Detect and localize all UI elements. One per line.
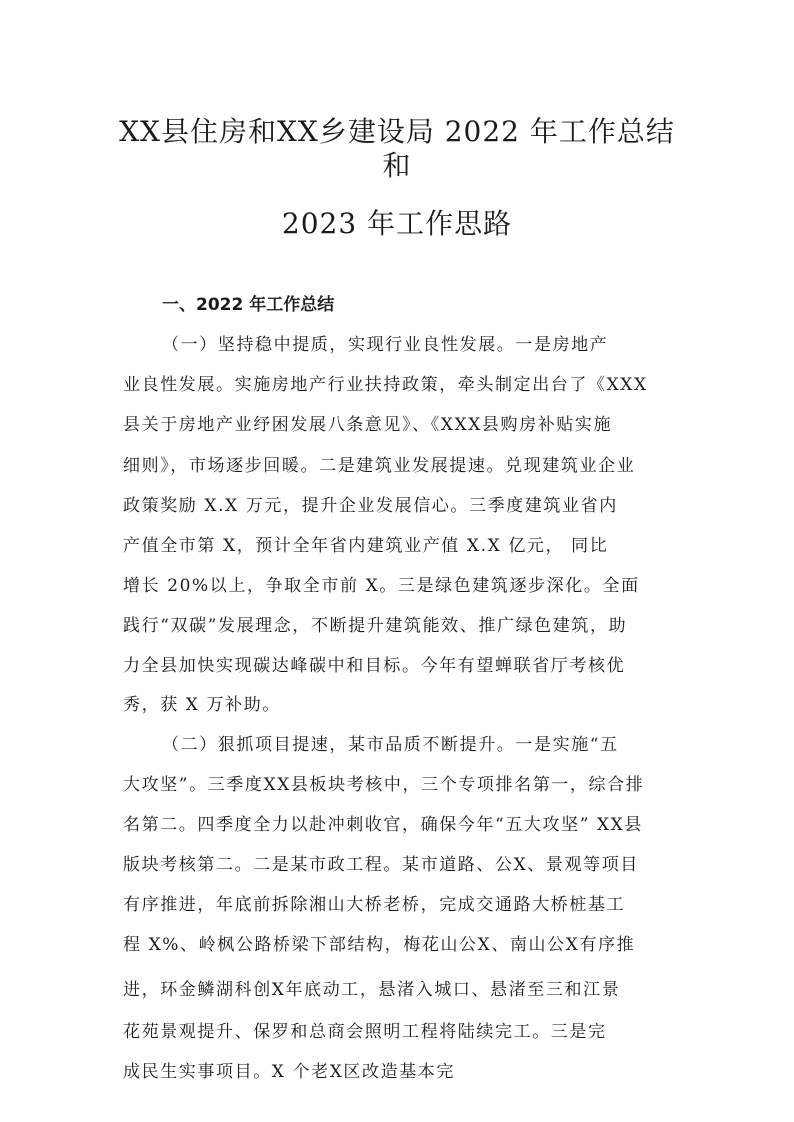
paragraph2-line: 大攻坚”。三季度XX县板块考核中，三个专项排名第一，综合排 — [123, 775, 645, 795]
paragraph1-line: 业良性发展。实施房地产行业扶持政策，牵头制定出台了《XXX — [123, 375, 648, 395]
paragraph1-line: 增长 20%以上，争取全市前 X。三是绿色建筑逐步深化。全面 — [123, 576, 640, 596]
document-title-line3: 2023 年工作思路 — [281, 207, 513, 240]
section-heading-2022-summary: 一、2022 年工作总结 — [162, 295, 335, 315]
paragraph2-line: 有序推进，年底前拆除湘山大桥老桥，完成交通路大桥桩基工 — [123, 895, 626, 915]
paragraph2-line: 花苑景观提升、保罗和总商会照明工程将陆续完工。三是完 — [123, 1022, 607, 1042]
paragraph1-line: 细则》，市场逐步回暖。二是建筑业发展提速。兑现建筑业企业 — [123, 456, 636, 476]
paragraph1-line: 秀，获 X 万补助。 — [123, 695, 281, 715]
paragraph2-line: （二）狠抓项目提速，某市品质不断提升。一是实施“五 — [162, 735, 619, 755]
document-title-line1: XX县住房和XX乡建设局 2022 年工作总结 — [119, 115, 675, 148]
paragraph1-line: 县关于房地产业纾困发展八条意见》、《XXX县购房补贴实施 — [123, 415, 613, 435]
paragraph2-line: 版块考核第二。二是某市政工程。某市道路、公X、景观等项目 — [123, 855, 639, 875]
paragraph2-line: 进，环金鳞湖科创X年底动工，悬渚入城口、悬渚至三和江景 — [123, 980, 621, 1000]
paragraph1-line: 产值全市第 X，预计全年省内建筑业产值 X.X 亿元， 同比 — [123, 536, 609, 556]
paragraph1-line: 力全县加快实现碳达峰碳中和目标。今年有望蝉联省厅考核优 — [123, 656, 626, 676]
paragraph2-line: 成民生实事项目。X 个老X区改造基本完 — [123, 1062, 456, 1082]
paragraph2-line: 名第二。四季度全力以赴冲刺收官，确保今年“五大攻坚” XX县 — [123, 815, 643, 835]
paragraph2-line: 程 X%、岭枫公路桥梁下部结构，梅花山公X、南山公X有序推 — [123, 935, 636, 955]
paragraph1-line: 政策奖励 X.X 万元，提升企业发展信心。三季度建筑业省内 — [123, 496, 618, 516]
document-title-line2: 和 — [382, 149, 412, 182]
paragraph1-line: 践行“双碳”发展理念，不断提升建筑能效、推广绿色建筑，助 — [123, 616, 628, 636]
paragraph1-line: （一）坚持稳中提质，实现行业良性发展。一是房地产 — [162, 335, 609, 355]
